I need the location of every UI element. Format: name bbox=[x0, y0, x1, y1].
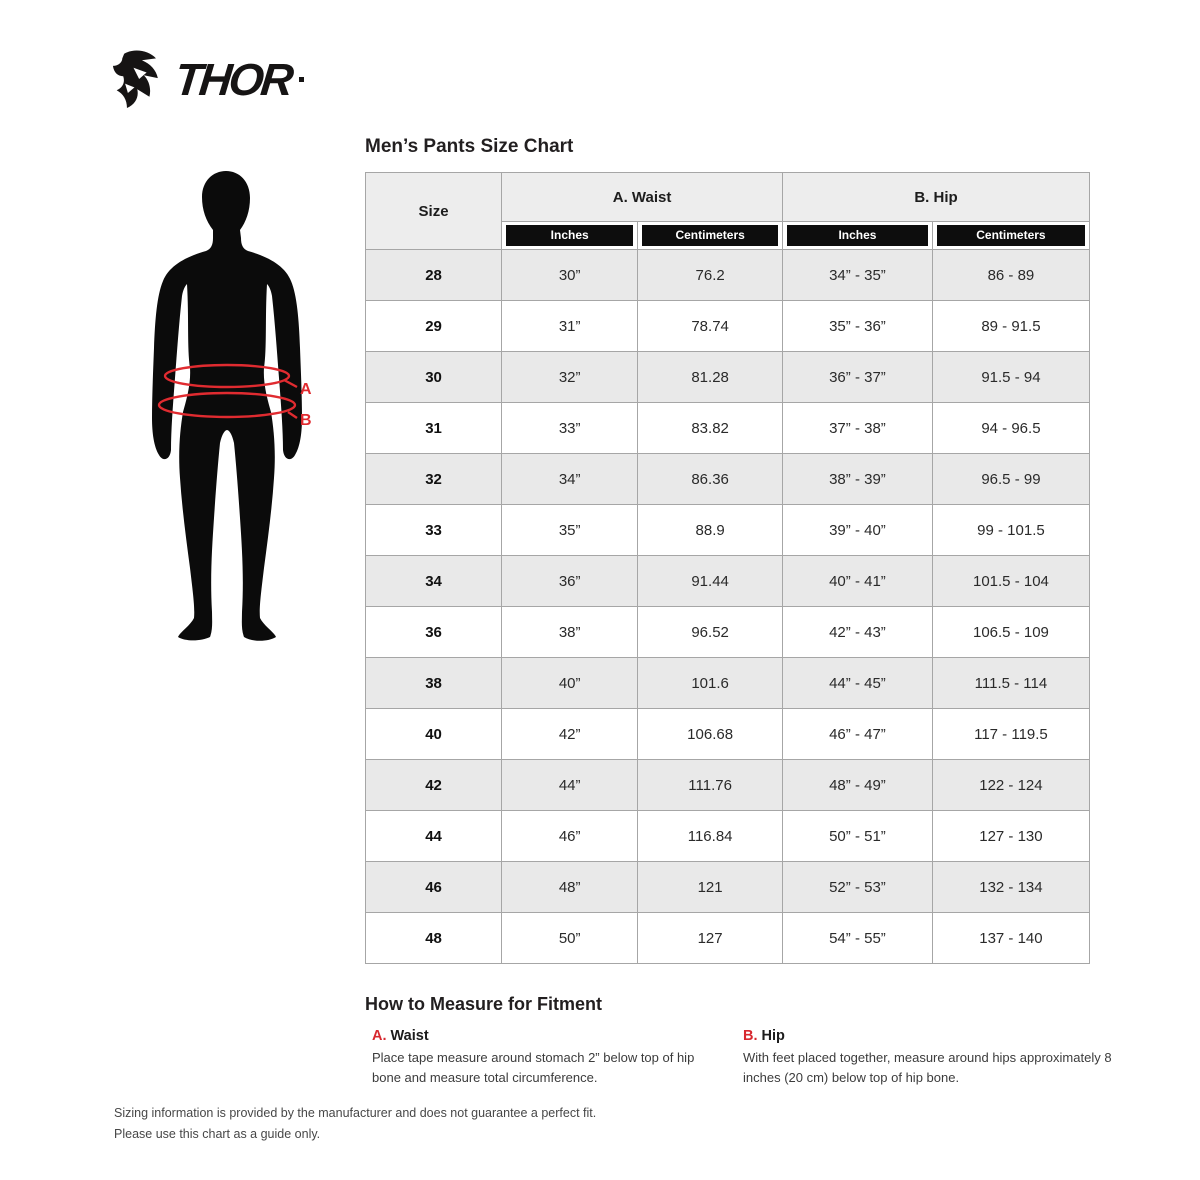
howto-hip-desc: With feet placed together, measure around hips approximately 8 inches (20 cm) below top of hip bone. bbox=[743, 1050, 1112, 1086]
cell-waist_in: 40” bbox=[502, 658, 638, 709]
cell-waist_in: 30” bbox=[502, 250, 638, 301]
cell-hip_cm: 106.5 - 109 bbox=[932, 607, 1089, 658]
cell-hip_cm: 137 - 140 bbox=[932, 913, 1089, 964]
cell-waist_cm: 81.28 bbox=[638, 352, 783, 403]
table-row bbox=[366, 811, 1090, 862]
howto-waist-desc: Place tape measure around stomach 2” below top of hip bone and measure total circumference. bbox=[372, 1050, 695, 1086]
table-row bbox=[366, 454, 1090, 505]
table-row bbox=[366, 556, 1090, 607]
cell-hip_in: 54” - 55” bbox=[783, 913, 933, 964]
cell-waist_in: 44” bbox=[502, 760, 638, 811]
cell-waist_in: 32” bbox=[502, 352, 638, 403]
header-hip-group: B. Hip bbox=[783, 173, 1090, 222]
table-row bbox=[366, 709, 1090, 760]
howto-hip bbox=[743, 1028, 1115, 1088]
table-row bbox=[366, 250, 1090, 301]
cell-size: 28 bbox=[366, 250, 502, 301]
cell-waist_cm: 116.84 bbox=[638, 811, 783, 862]
cell-hip_cm: 96.5 - 99 bbox=[932, 454, 1089, 505]
cell-waist_in: 36” bbox=[502, 556, 638, 607]
body-measurement-figure bbox=[150, 168, 322, 660]
size-table bbox=[365, 172, 1090, 964]
cell-waist_in: 31” bbox=[502, 301, 638, 352]
waist-label-a: A bbox=[300, 381, 312, 398]
cell-size: 32 bbox=[366, 454, 502, 505]
disclaimer-line-2: Please use this chart as a guide only. bbox=[114, 1126, 321, 1141]
cell-waist_cm: 83.82 bbox=[638, 403, 783, 454]
cell-hip_in: 48” - 49” bbox=[783, 760, 933, 811]
hip-label-b: B bbox=[300, 412, 312, 429]
header-waist-group: A. Waist bbox=[502, 173, 783, 222]
cell-waist_cm: 101.6 bbox=[638, 658, 783, 709]
cell-size: 38 bbox=[366, 658, 502, 709]
table-row bbox=[366, 352, 1090, 403]
table-row bbox=[366, 760, 1090, 811]
table-row bbox=[366, 301, 1090, 352]
cell-hip_in: 39” - 40” bbox=[783, 505, 933, 556]
table-row bbox=[366, 862, 1090, 913]
cell-waist_in: 46” bbox=[502, 811, 638, 862]
cell-waist_in: 33” bbox=[502, 403, 638, 454]
cell-size: 29 bbox=[366, 301, 502, 352]
thor-ram-head-icon bbox=[112, 50, 170, 108]
size-table-body bbox=[366, 250, 1090, 964]
cell-waist_cm: 76.2 bbox=[638, 250, 783, 301]
cell-hip_cm: 132 - 134 bbox=[932, 862, 1089, 913]
disclaimer-line-1: Sizing information is provided by the manufacturer and does not guarantee a perfect fit. bbox=[114, 1106, 597, 1120]
howto-heading: How to Measure for Fitment bbox=[365, 994, 603, 1014]
cell-hip_in: 35” - 36” bbox=[783, 301, 933, 352]
cell-waist_cm: 106.68 bbox=[638, 709, 783, 760]
logo-dot bbox=[299, 77, 304, 82]
howto-hip-name: Hip bbox=[761, 1028, 785, 1044]
table-row bbox=[366, 658, 1090, 709]
table-row bbox=[366, 607, 1090, 658]
cell-waist_in: 38” bbox=[502, 607, 638, 658]
cell-hip_in: 37” - 38” bbox=[783, 403, 933, 454]
cell-hip_in: 46” - 47” bbox=[783, 709, 933, 760]
howto-hip-key: B. bbox=[743, 1028, 758, 1044]
cell-hip_in: 42” - 43” bbox=[783, 607, 933, 658]
cell-waist_cm: 127 bbox=[638, 913, 783, 964]
cell-hip_cm: 86 - 89 bbox=[932, 250, 1089, 301]
cell-size: 33 bbox=[366, 505, 502, 556]
cell-waist_cm: 78.74 bbox=[638, 301, 783, 352]
cell-waist_in: 48” bbox=[502, 862, 638, 913]
cell-hip_cm: 127 - 130 bbox=[932, 811, 1089, 862]
howto-waist-name: Waist bbox=[390, 1028, 429, 1044]
cell-waist_in: 35” bbox=[502, 505, 638, 556]
cell-size: 34 bbox=[366, 556, 502, 607]
cell-waist_in: 34” bbox=[502, 454, 638, 505]
cell-waist_in: 42” bbox=[502, 709, 638, 760]
table-row bbox=[366, 913, 1090, 964]
cell-hip_in: 50” - 51” bbox=[783, 811, 933, 862]
cell-hip_cm: 111.5 - 114 bbox=[932, 658, 1089, 709]
cell-hip_cm: 117 - 119.5 bbox=[932, 709, 1089, 760]
howto-hip-label bbox=[743, 1028, 1115, 1044]
cell-hip_cm: 89 - 91.5 bbox=[932, 301, 1089, 352]
cell-hip_in: 34” - 35” bbox=[783, 250, 933, 301]
cell-waist_cm: 111.76 bbox=[638, 760, 783, 811]
cell-waist_cm: 96.52 bbox=[638, 607, 783, 658]
cell-size: 48 bbox=[366, 913, 502, 964]
cell-waist_cm: 86.36 bbox=[638, 454, 783, 505]
howto-waist bbox=[372, 1028, 720, 1088]
table-header-groups bbox=[366, 173, 1090, 222]
cell-waist_cm: 88.9 bbox=[638, 505, 783, 556]
table-row bbox=[366, 403, 1090, 454]
cell-hip_cm: 122 - 124 bbox=[932, 760, 1089, 811]
cell-hip_cm: 91.5 - 94 bbox=[932, 352, 1089, 403]
header-waist-centimeters: Centimeters bbox=[642, 225, 778, 246]
cell-size: 31 bbox=[366, 403, 502, 454]
cell-size: 40 bbox=[366, 709, 502, 760]
cell-waist_cm: 91.44 bbox=[638, 556, 783, 607]
cell-size: 30 bbox=[366, 352, 502, 403]
header-hip-centimeters: Centimeters bbox=[937, 225, 1085, 246]
cell-size: 44 bbox=[366, 811, 502, 862]
header-size: Size bbox=[366, 173, 502, 250]
brand-logo bbox=[112, 50, 304, 108]
cell-waist_in: 50” bbox=[502, 913, 638, 964]
howto-waist-key: A. bbox=[372, 1028, 387, 1044]
cell-hip_cm: 94 - 96.5 bbox=[932, 403, 1089, 454]
howto-waist-label bbox=[372, 1028, 720, 1044]
cell-size: 36 bbox=[366, 607, 502, 658]
disclaimer bbox=[114, 1103, 596, 1144]
cell-size: 42 bbox=[366, 760, 502, 811]
cell-hip_in: 40” - 41” bbox=[783, 556, 933, 607]
cell-hip_in: 52” - 53” bbox=[783, 862, 933, 913]
header-hip-inches: Inches bbox=[787, 225, 928, 246]
brand-name: THOR bbox=[172, 53, 294, 105]
cell-hip_in: 44” - 45” bbox=[783, 658, 933, 709]
cell-size: 46 bbox=[366, 862, 502, 913]
table-row bbox=[366, 505, 1090, 556]
header-waist-inches: Inches bbox=[506, 225, 633, 246]
cell-waist_cm: 121 bbox=[638, 862, 783, 913]
cell-hip_cm: 99 - 101.5 bbox=[932, 505, 1089, 556]
cell-hip_in: 36” - 37” bbox=[783, 352, 933, 403]
cell-hip_cm: 101.5 - 104 bbox=[932, 556, 1089, 607]
cell-hip_in: 38” - 39” bbox=[783, 454, 933, 505]
page-title: Men’s Pants Size Chart bbox=[365, 136, 574, 157]
